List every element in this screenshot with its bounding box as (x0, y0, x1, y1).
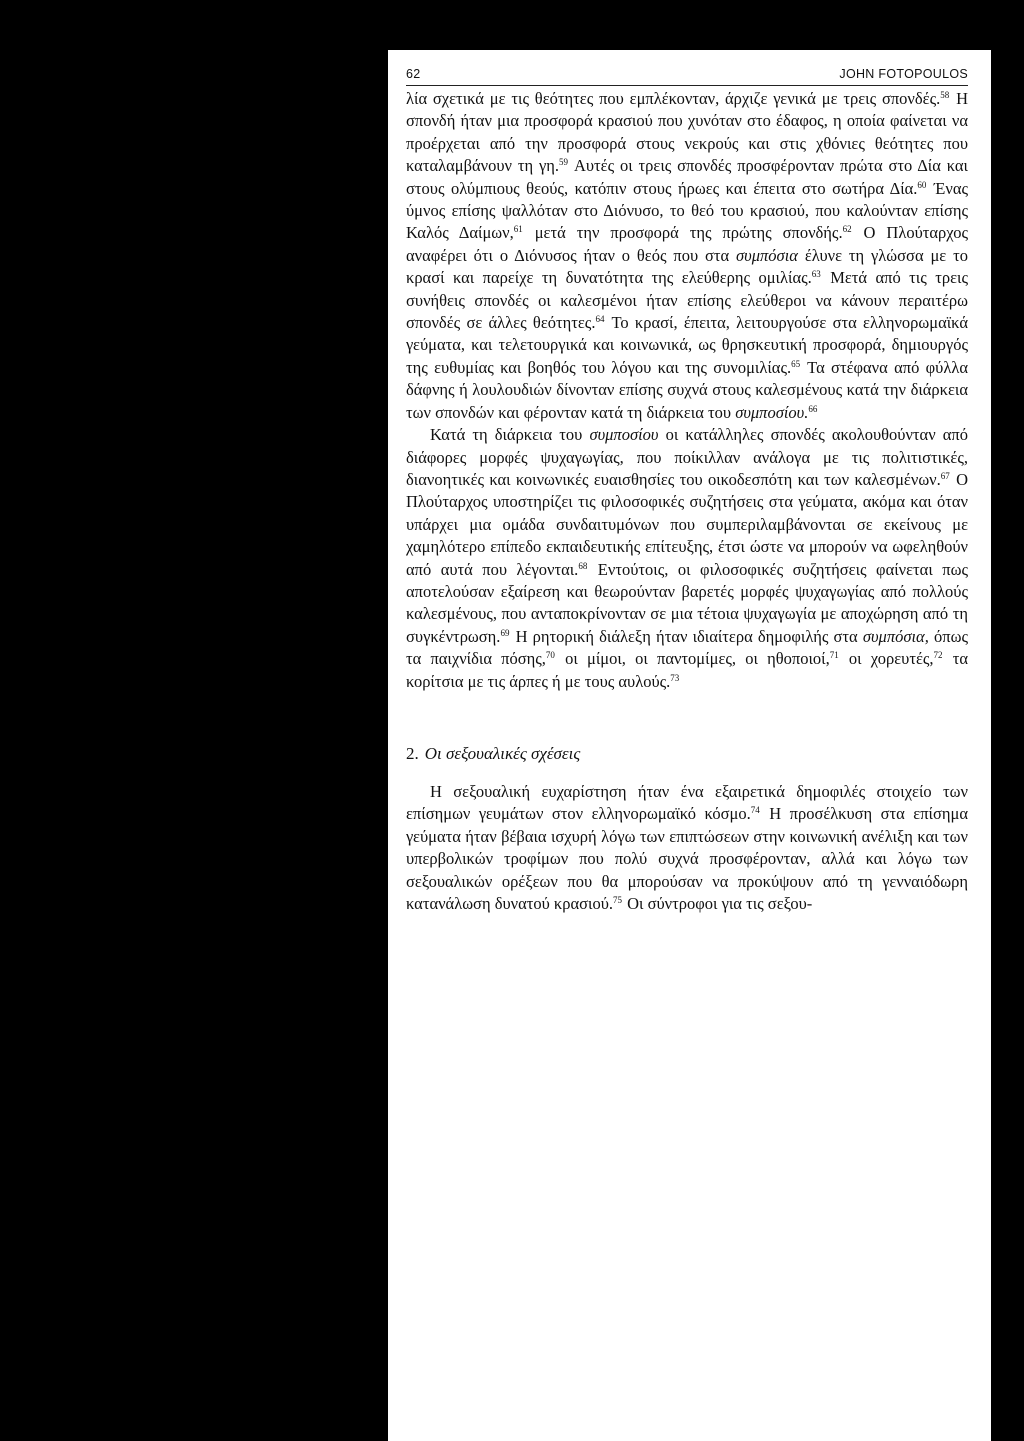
footnote-ref: 73 (670, 672, 680, 683)
text-run: μετά την προσφορά της πρώτης σπονδής. (523, 223, 843, 243)
footnote-ref: 65 (791, 358, 801, 369)
paragraph-entertainment (406, 424, 968, 693)
text-run: Ένας ύμνος επίσης ψαλλόταν στο Διόνυσο, το θεό του κρασιού, που καλούνταν επίσης Καλός Δαίμων, (406, 178, 968, 243)
paragraph-libations (406, 88, 968, 424)
text-run: όπως τα παιχνίδια πόσης, (406, 626, 968, 669)
text-run: τα κορίτσια με τις άρπες ή με τους αυλούς. (406, 649, 969, 691)
page-number: 62 (406, 67, 421, 81)
footnote-ref: 70 (545, 650, 555, 661)
footnote-ref: 74 (750, 805, 760, 816)
footnote-ref: 61 (513, 224, 523, 235)
text-run: οι κατάλληλες σπονδές ακολουθούνταν από διάφορες μορφές ψυχαγωγίας, που ποίκιλλαν ανάλογα με τις πολιτιστικές, διανοητικές και κοινωνικές ευαισθησίες του οικοδεσπότη και των καλεσμένων. (406, 425, 968, 489)
book-page (388, 50, 991, 1441)
text-run: Οι σύντροφοι για τις σεξου- (623, 894, 813, 913)
footnote-ref: 75 (613, 895, 622, 905)
section-heading (406, 743, 968, 765)
italic-term: συμποσίου. (735, 402, 809, 422)
text-run: οι μίμοι, οι παντομίμες, οι ηθοποιοί, (555, 649, 830, 669)
footnote-ref: 72 (933, 650, 943, 661)
footnote-ref: 69 (500, 627, 510, 638)
text-run: Κατά τη διάρκεια του (430, 425, 590, 445)
text-run: λία σχετικά με τις θεότητες που εμπλέκονταν, άρχιζε γενικά με τρεις σπονδές. (406, 89, 941, 108)
italic-term: συμποσίου (589, 425, 659, 445)
section-number: 2. (406, 743, 419, 763)
text-run: Αυτές οι τρεις σπονδές προσφέρονταν πρώτα στο Δία και στους ολύμπιους θεούς, κατόπιν στους ήρωες και έπειτα στο σωτήρα Δία. (406, 156, 968, 198)
footnote-ref: 62 (842, 224, 852, 235)
text-run: Η προσέλκυση στα επίσημα γεύματα ήταν βέβαια ισχυρή λόγω των επιπτώσεων στην κοινωνική ανέλιξη και των υπερβολικών τροφίμων που πολύ συχνά προσφέρονταν, αλλά και λόγω των σεξουαλικών ορέξεων που θα μπορούσαν να προκύψουν από τη γενναιόδωρη κατανάλωση δυνατού κρασιού. (406, 804, 968, 913)
footnote-ref: 67 (940, 470, 950, 481)
italic-term: συμπόσια (736, 245, 798, 265)
text-run: Τα στέφανα από φύλλα δάφνης ή λουλουδιών δίνονταν επίσης συχνά στους καλεσμένους κατά την διάρκεια των σπονδών και φέρονταν κατά τη διάρκεια του (406, 357, 968, 422)
page-body (406, 88, 968, 915)
paragraph-sexual-relations (406, 781, 968, 915)
text-run: οι χορευτές, (839, 649, 934, 669)
footnote-ref: 63 (811, 269, 821, 280)
section-title: Οι σεξουαλικές σχέσεις (424, 743, 581, 763)
text-run: Η ρητορική διάλεξη ήταν ιδιαίτερα δημοφιλής στα (510, 626, 863, 646)
footnote-ref: 58 (940, 90, 950, 100)
text-run: Η σεξουαλική ευχαρίστηση ήταν ένα εξαιρετικά δημοφιλές στοιχείο των επίσημων γευμάτων στον ελληνορωμαϊκό κόσμο. (406, 781, 968, 824)
text-run: Το κρασί, έπειτα, λειτουργούσε στα ελληνορωμαϊκά γεύματα, και τελετουργικά και κοινωνικά, ως θρησκευτική προσφορά, δημιουργός της ευθυμίας και βοηθός του λόγου και της συνομιλίας. (406, 313, 968, 377)
footnote-ref: 64 (595, 314, 605, 325)
footnote-ref: 68 (578, 560, 588, 571)
running-head: JOHN FOTOPOULOS (839, 67, 968, 81)
text-run: Εντούτοις, οι φιλοσοφικές συζητήσεις φαίνεται πως αποτελούσαν εξαίρεση και θεωρούνταν βαρετές μορφές ψυχαγωγίας από πολλούς καλεσμένους, που ανταποκρίνονταν σε μια τέτοια ψυχαγωγία με αποχώρηση από τη συγκέντρωση. (406, 559, 968, 646)
text-run: έλυνε τη γλώσσα με το κρασί και παρείχε τη δυνατότητα της ελεύθερης ομιλίας. (406, 245, 968, 288)
text-run: Ο Πλούταρχος αναφέρει ότι ο Διόνυσος ήταν ο θεός που στα (406, 223, 968, 265)
text-run: Ο Πλούταρχος υποστηρίζει τις φιλοσοφικές συζητήσεις στα γεύματα, ακόμα και όταν υπάρχει μια ομάδα συνδαιτυμόνων που συμπεριλαμβάνονται σε εκείνους με χαμηλότερο επίπεδο εκπαιδευτικής επίτευξης, έτσι ώστε να μπορούν να ωφεληθούν από αυτά που λέγονται. (406, 469, 968, 579)
italic-term: συμπόσια, (862, 626, 929, 646)
text-run: Η σπονδή ήταν μια προσφορά κρασιού που χυνόταν στο έδαφος, η οποία φαίνεται να προέρχεται από την προσφορά στους νεκρούς και στις χθόνιες θεότητες που καταλαμβάνουν τη γη. (406, 89, 968, 176)
footnote-ref: 59 (559, 157, 568, 168)
footnote-ref: 66 (808, 403, 818, 414)
footnote-ref: 71 (829, 650, 839, 661)
footnote-ref: 60 (917, 179, 927, 190)
page-header (406, 65, 968, 86)
text-run: Μετά από τις τρεις συνήθεις σπονδές οι καλεσμένοι ήταν επίσης ελεύθεροι να κάνουν περαιτέρω σπονδές σε άλλες θεότητες. (406, 268, 968, 333)
